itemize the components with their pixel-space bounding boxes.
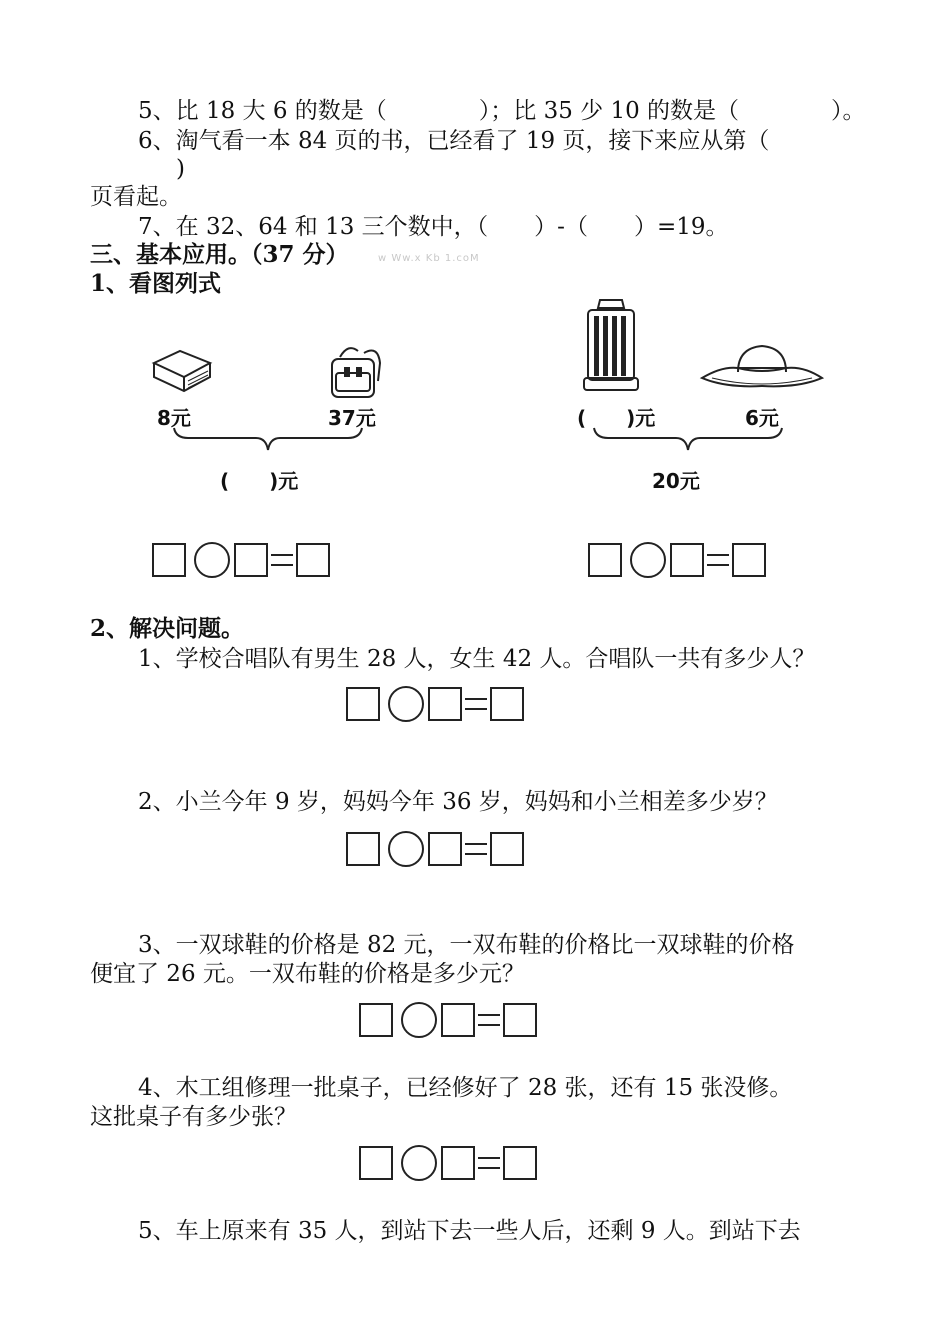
result-box[interactable] [732, 543, 766, 577]
operator-circle[interactable] [388, 686, 424, 722]
sun-hat-icon [698, 338, 826, 388]
equation-template [359, 1145, 537, 1181]
question-5: 5、比 18 大 6 的数是（ ）；比 35 少 10 的数是（ ）。 [138, 98, 866, 124]
equation-template [346, 831, 524, 867]
problem-5: 5、车上原来有 35 人，到站下去一些人后，还剩 9 人。到站下去 [138, 1218, 801, 1244]
operator-circle[interactable] [630, 542, 666, 578]
book-icon [150, 345, 214, 401]
question-6-end: 页看起。 [90, 184, 182, 210]
equals-sign [462, 687, 490, 721]
problem-1: 1、学校合唱队有男生 28 人，女生 42 人。合唱队一共有多少人？ [138, 646, 816, 672]
equals-sign [462, 832, 490, 866]
brace-icon [170, 424, 366, 454]
problem-3: 3、一双球鞋的价格是 82 元，一双布鞋的价格比一双球鞋的价格 [138, 932, 795, 958]
answer-box[interactable] [441, 1146, 475, 1180]
operator-circle[interactable] [194, 542, 230, 578]
equation-template [152, 542, 330, 578]
equals-sign [475, 1003, 503, 1037]
result-box[interactable] [490, 687, 524, 721]
thermos-icon [580, 298, 642, 394]
book-price: 8元 [157, 406, 191, 430]
answer-box[interactable] [428, 832, 462, 866]
part2-title: 2、解决问题。 [90, 615, 245, 642]
question-7: 7、在 32、64 和 13 三个数中，（ ）-（ ）=19。 [138, 214, 729, 240]
answer-box[interactable] [346, 687, 380, 721]
hat-price: 6元 [745, 406, 779, 430]
problem-4: 4、木工组修理一批桌子，已经修好了 28 张，还有 15 张没修。 [138, 1075, 793, 1101]
problem-2: 2、小兰今年 9 岁，妈妈今年 36 岁，妈妈和小兰相差多少岁？ [138, 789, 778, 815]
equation-template [346, 686, 524, 722]
watermark: w Ww.x Kb 1.coM [378, 253, 480, 264]
equals-sign [475, 1146, 503, 1180]
answer-box[interactable] [588, 543, 622, 577]
answer-box[interactable] [359, 1146, 393, 1180]
result-box[interactable] [296, 543, 330, 577]
brace-icon-right [590, 424, 786, 454]
equals-sign [268, 543, 296, 577]
operator-circle[interactable] [401, 1145, 437, 1181]
result-box[interactable] [490, 832, 524, 866]
answer-box[interactable] [428, 687, 462, 721]
equals-sign [704, 543, 732, 577]
right-total: 20元 [652, 469, 700, 493]
problem-4-cont: 这批桌子有多少张？ [90, 1104, 297, 1130]
answer-box[interactable] [670, 543, 704, 577]
left-total: ( )元 [220, 469, 299, 493]
operator-circle[interactable] [401, 1002, 437, 1038]
result-box[interactable] [503, 1146, 537, 1180]
answer-box[interactable] [359, 1003, 393, 1037]
answer-box[interactable] [441, 1003, 475, 1037]
schoolbag-icon [326, 343, 386, 403]
question-6: 6、淘气看一本 84 页的书，已经看了 19 页，接下来应从第（ [138, 128, 770, 154]
bag-price: 37元 [328, 406, 376, 430]
answer-box[interactable] [234, 543, 268, 577]
part1-title: 1、看图列式 [90, 270, 222, 297]
operator-circle[interactable] [388, 831, 424, 867]
result-box[interactable] [503, 1003, 537, 1037]
thermos-price: ( )元 [577, 406, 656, 430]
answer-box[interactable] [346, 832, 380, 866]
section-title: 三、基本应用。（37 分） [90, 241, 349, 268]
equation-template [359, 1002, 537, 1038]
answer-box[interactable] [152, 543, 186, 577]
equation-template [588, 542, 766, 578]
problem-3-cont: 便宜了 26 元。一双布鞋的价格是多少元？ [90, 961, 525, 987]
question-6-paren: ) [176, 156, 185, 182]
